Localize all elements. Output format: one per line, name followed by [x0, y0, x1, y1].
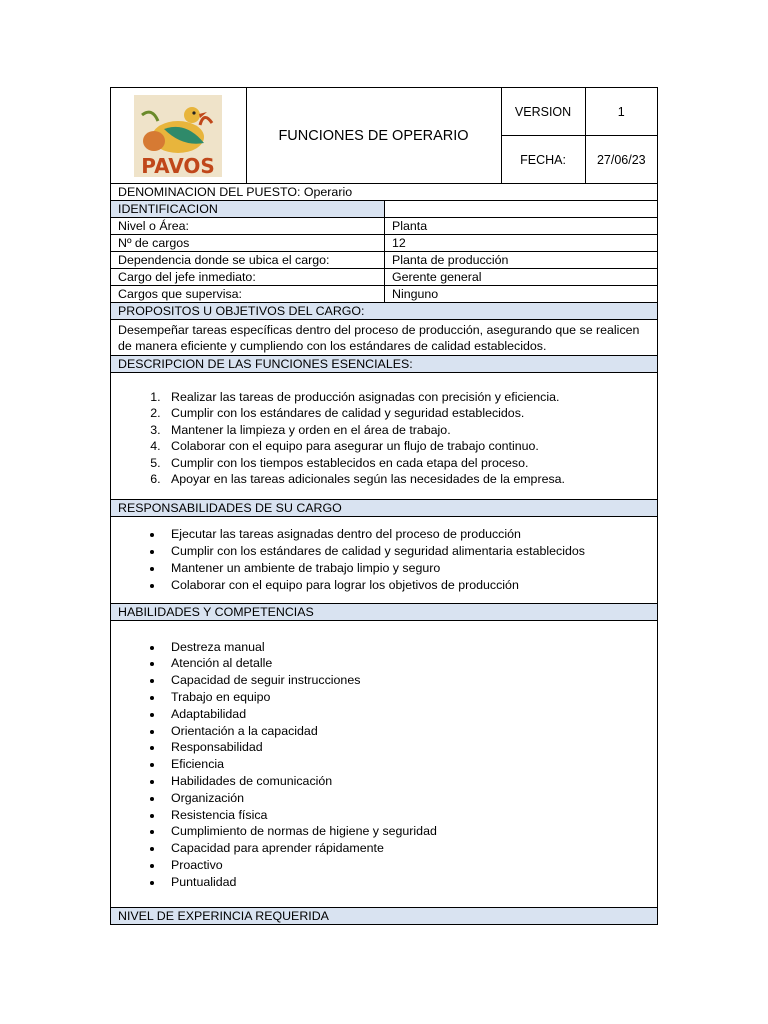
- id-label: Cargo del jefe inmediato:: [111, 269, 385, 285]
- job-description-document: [110, 87, 658, 925]
- list-item: • Cumplimiento de normas de higiene y seguridad: [164, 823, 657, 840]
- list-item: • Trabajo en equipo: [164, 689, 657, 706]
- id-value: Ninguno: [392, 287, 439, 301]
- id-row-area: [110, 218, 658, 235]
- functions-block: [110, 373, 658, 500]
- responsibilities-list: [111, 517, 657, 602]
- document-header: [110, 87, 658, 184]
- list-item: • Orientación a la capacidad: [164, 723, 657, 740]
- list-item: • Atención al detalle: [164, 655, 657, 672]
- id-label: Cargos que supervisa:: [111, 286, 385, 302]
- skills-heading: HABILIDADES Y COMPETENCIAS: [118, 604, 314, 619]
- list-item: 3. Mantener la limpieza y orden en el área de trabajo.: [164, 422, 657, 438]
- list-item: • Puntualidad: [164, 874, 657, 891]
- version-label: VERSION: [502, 88, 586, 135]
- functions-heading-row: [110, 356, 658, 373]
- experience-heading: NIVEL DE EXPERINCIA REQUERIDA: [118, 908, 329, 923]
- version-row: [502, 88, 657, 135]
- list-item: 6. Apoyar en las tareas adicionales según las necesidades de la empresa.: [164, 471, 657, 487]
- responsibilities-block: [110, 517, 658, 603]
- functions-heading: DESCRIPCION DE LAS FUNCIONES ESENCIALES:: [118, 357, 413, 371]
- date-value: 27/06/23: [596, 152, 646, 167]
- list-item: • Mantener un ambiente de trabajo limpio y seguro: [164, 560, 657, 577]
- list-item: 2. Cumplir con los estándares de calidad y seguridad establecidos.: [164, 405, 657, 421]
- pavos-logo-icon: [134, 95, 222, 177]
- date-row: [502, 135, 657, 183]
- list-item: 4. Colaborar con el equipo para asegurar un flujo de trabajo continuo.: [164, 438, 657, 454]
- list-item: 1. Realizar las tareas de producción asignadas con precisión y eficiencia.: [164, 389, 657, 405]
- id-row-positions: [110, 235, 658, 252]
- list-item: • Capacidad para aprender rápidamente: [164, 840, 657, 857]
- skills-block: [110, 621, 658, 908]
- id-label: Nº de cargos: [111, 235, 385, 251]
- id-value: Planta de producción: [392, 253, 509, 267]
- experience-heading-row: [110, 908, 658, 925]
- list-item: • Cumplir con los estándares de calidad y seguridad alimentaria establecidos: [164, 543, 657, 560]
- identification-heading-empty: [385, 201, 657, 217]
- id-value: 12: [392, 236, 406, 250]
- identification-heading-row: [110, 201, 658, 218]
- id-label: Dependencia donde se ubica el cargo:: [111, 252, 385, 268]
- id-row-supervisor: [110, 269, 658, 286]
- svg-text:PAVOS: PAVOS: [141, 153, 215, 177]
- skills-heading-row: [110, 604, 658, 621]
- list-item: • Proactivo: [164, 857, 657, 874]
- responsibilities-heading-row: [110, 500, 658, 517]
- list-item: • Destreza manual: [164, 639, 657, 656]
- id-value: Gerente general: [392, 270, 482, 284]
- list-item: • Responsabilidad: [164, 739, 657, 756]
- job-title: DENOMINACION DEL PUESTO: Operario: [118, 185, 353, 199]
- responsibilities-heading: RESPONSABILIDADES DE SU CARGO: [118, 501, 342, 516]
- logo-cell: [111, 88, 247, 183]
- document-title: FUNCIONES DE OPERARIO: [247, 88, 502, 183]
- document-meta: [502, 88, 657, 183]
- purpose-text: Desempeñar tareas específicas dentro del proceso de producción, asegurando que se realicen de manera eficiente y cumpliendo con los estándares de calidad establecidos.: [110, 320, 658, 356]
- list-item: • Eficiencia: [164, 756, 657, 773]
- list-item: • Capacidad de seguir instrucciones: [164, 672, 657, 689]
- functions-list: [111, 373, 657, 499]
- id-row-supervises: [110, 286, 658, 303]
- purpose-heading-row: [110, 303, 658, 320]
- list-item: • Resistencia física: [164, 807, 657, 824]
- date-label: FECHA:: [502, 136, 586, 183]
- list-item: • Colaborar con el equipo para lograr los objetivos de producción: [164, 577, 657, 594]
- list-item: 5. Cumplir con los tiempos establecidos en cada etapa del proceso.: [164, 455, 657, 471]
- skills-list: [111, 621, 657, 907]
- identification-heading: IDENTIFICACION: [111, 201, 385, 217]
- job-title-row: [110, 184, 658, 201]
- id-value: Planta: [392, 219, 428, 233]
- list-item: • Habilidades de comunicación: [164, 773, 657, 790]
- id-label: Nivel o Área:: [111, 218, 385, 234]
- list-item: • Ejecutar las tareas asignadas dentro del proceso de producción: [164, 526, 657, 543]
- list-item: • Adaptabilidad: [164, 706, 657, 723]
- list-item: • Organización: [164, 790, 657, 807]
- version-value: 1: [617, 104, 625, 119]
- id-row-department: [110, 252, 658, 269]
- purpose-heading: PROPOSITOS U OBJETIVOS DEL CARGO:: [118, 304, 365, 318]
